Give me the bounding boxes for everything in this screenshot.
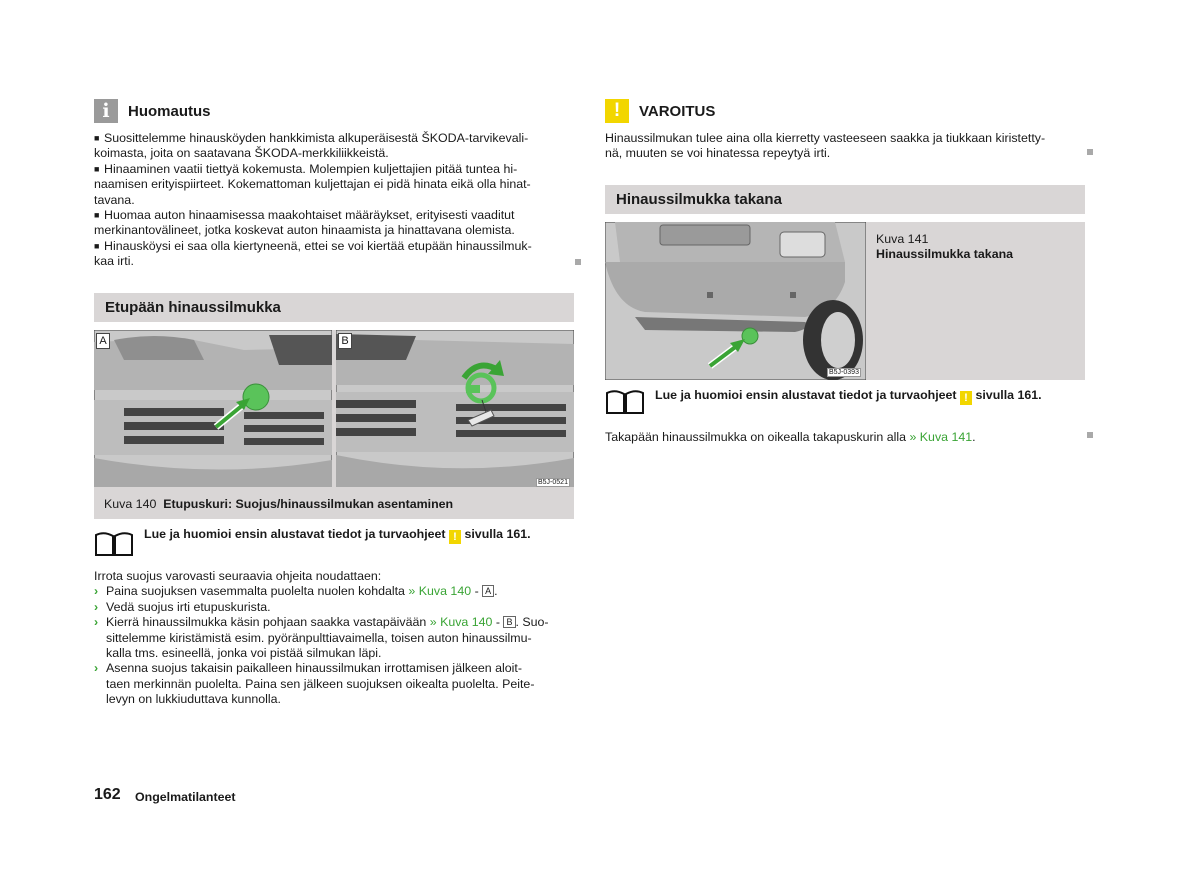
note-title: Huomautus <box>128 103 211 120</box>
bullet-icon: ■ <box>94 240 100 251</box>
section-header-rear-tow-eye <box>605 185 1085 214</box>
period: . <box>972 430 976 444</box>
step-4 <box>94 661 574 676</box>
note-bullet-2-line-3: tavana. <box>94 192 135 207</box>
bullet-icon: ■ <box>94 210 100 221</box>
section-header-front-tow-eye <box>94 293 574 322</box>
warning-line-2: nä, muuten se voi hinatessa repeytyä irti. <box>605 146 831 161</box>
panel-b-label: B <box>338 333 352 349</box>
read-note-text: Lue ja huomioi ensin alustavat tiedot ja turvaohjeet <box>655 388 957 402</box>
step-arrow-icon: › <box>94 584 99 599</box>
note-bullet-2-line-1: Hinaaminen vaatii tiettyä kokemusta. Molempien kuljettajien pitää tuntea hi- <box>104 161 518 176</box>
figure-140-panel-a <box>94 330 332 487</box>
note-bullets <box>94 131 574 270</box>
section-title: Hinaussilmukka takana <box>616 191 782 208</box>
front-instructions <box>94 569 574 708</box>
instructions-intro: Irrota suojus varovasti seuraavia ohjeita noudattaen: <box>94 569 382 583</box>
end-mark <box>575 259 581 265</box>
page-number: 162 <box>94 786 121 803</box>
info-icon: i <box>94 99 118 123</box>
ref-label-b: B <box>503 616 515 628</box>
step-4-line-3: levyn on lukkiuduttava kunnolla. <box>106 692 281 707</box>
book-icon <box>94 530 134 558</box>
figure-140 <box>94 330 574 519</box>
step-2-text: Vedä suojus irti etupuskurista. <box>106 599 271 614</box>
step-3-text: Kierrä hinaussilmukka käsin pohjaan saakka vastapäivään <box>106 615 427 630</box>
note-bullet-3-line-1: Huomaa auton hinaamisessa maakohtaiset määräykset, erityisesti vaaditut <box>104 208 515 223</box>
read-safety-note-rear <box>655 388 1042 405</box>
book-icon <box>605 388 645 416</box>
chapter-title: Ongelmatilanteet <box>135 790 236 804</box>
note-bullet-1-line-1: Suosittelemme hinausköyden hankkimista alkuperäisestä ŠKODA-tarvikevali- <box>104 131 529 145</box>
step-1-text: Paina suojuksen vasemmalta puolelta nuolen kohdalta <box>106 584 405 599</box>
read-note-page-link[interactable]: sivulla 161. <box>975 388 1042 402</box>
panel-a-label: A <box>96 333 110 349</box>
step-2 <box>94 600 574 615</box>
step-3-line-2: sittelemme kiristämistä esim. pyöränpulttiavaimella, toisen auton hinaussilmu- <box>106 630 532 645</box>
step-4-line-1: Asenna suojus takaisin paikalleen hinaussilmukan irrottamisen jälkeen aloit- <box>106 661 522 676</box>
caption-prefix: Kuva 140 <box>104 497 157 511</box>
caption-title: Etupuskuri: Suojus/hinaussilmukan asentaminen <box>163 497 454 511</box>
bullet-icon: ■ <box>94 133 100 143</box>
figure-140-caption <box>104 497 453 512</box>
note-bullet-1 <box>94 131 574 146</box>
figure-141 <box>605 222 1085 380</box>
step-3-text-b: . Suo- <box>515 615 549 630</box>
rear-text: Takapään hinaussilmukka on oikealla takapuskurin alla <box>605 430 906 444</box>
note-bullet-4 <box>94 239 574 254</box>
warning-small-icon: ! <box>449 530 461 544</box>
note-bullet-4-line-1: Hinausköysi ei saa olla kiertyneenä, ettei se voi kiertää etupään hinaussilmuk- <box>104 238 532 253</box>
dash: - <box>495 615 501 630</box>
warning-icon: ! <box>605 99 629 123</box>
figure-140-panel-b <box>336 330 574 487</box>
bullet-icon: ■ <box>94 163 100 174</box>
period: . <box>494 584 498 599</box>
step-arrow-icon: › <box>94 599 99 614</box>
note-bullet-1-line-2: koimasta, joita on saatavana ŠKODA-merkkiliikkeistä. <box>94 146 389 161</box>
warning-title: VAROITUS <box>639 103 716 120</box>
warning-text <box>605 131 1085 162</box>
figure-141-image <box>605 222 866 380</box>
step-4-line-2: taen merkinnän puolelta. Paina sen jälkeen suojuksen oikealta puolelta. Peite- <box>106 676 535 691</box>
figure-141-link[interactable]: » Kuva 141 <box>909 430 973 444</box>
note-bullet-4-line-2: kaa irti. <box>94 254 134 269</box>
warning-small-icon: ! <box>960 391 972 405</box>
note-bullet-2-line-2: naamisen erityispiirteet. Kokemattoman kuljettajan ei pidä hinata eikä olla hinat- <box>94 177 531 192</box>
ref-label-a: A <box>482 585 494 597</box>
step-arrow-icon: › <box>94 615 99 630</box>
rear-tow-eye-text <box>605 430 976 445</box>
section-title: Etupään hinaussilmukka <box>105 299 281 316</box>
note-bullet-3 <box>94 208 574 223</box>
note-bullet-3-line-2: merkinantovälineet, jotka koskevat auton hinaamista ja hinattavana olemista. <box>94 223 515 238</box>
step-3 <box>94 615 574 630</box>
read-note-text: Lue ja huomioi ensin alustavat tiedot ja turvaohjeet <box>144 527 446 541</box>
warning-line-1: Hinaussilmukan tulee aina olla kierretty vasteeseen saakka ja tiukkaan kiristetty- <box>605 131 1046 145</box>
dash: - <box>474 584 479 599</box>
step-1 <box>94 584 574 599</box>
figure-140-link[interactable]: » Kuva 140 <box>408 584 472 599</box>
figure-141-caption <box>876 232 1013 263</box>
figure-code: B5J-0393 <box>829 369 859 376</box>
read-note-page-link[interactable]: sivulla 161. <box>464 527 531 541</box>
step-3-line-3: kalla tms. esineellä, jonka voi pistää silmukan läpi. <box>106 646 382 661</box>
note-bullet-2 <box>94 162 574 177</box>
end-mark <box>1087 149 1093 155</box>
figure-code: B5J-0521 <box>538 479 568 486</box>
step-arrow-icon: › <box>94 661 99 676</box>
caption-title: Hinaussilmukka takana <box>876 247 1014 262</box>
caption-prefix: Kuva 141 <box>876 232 929 246</box>
figure-140-link[interactable]: » Kuva 140 <box>429 615 493 630</box>
read-safety-note-front <box>144 527 531 544</box>
end-mark <box>1087 432 1093 438</box>
